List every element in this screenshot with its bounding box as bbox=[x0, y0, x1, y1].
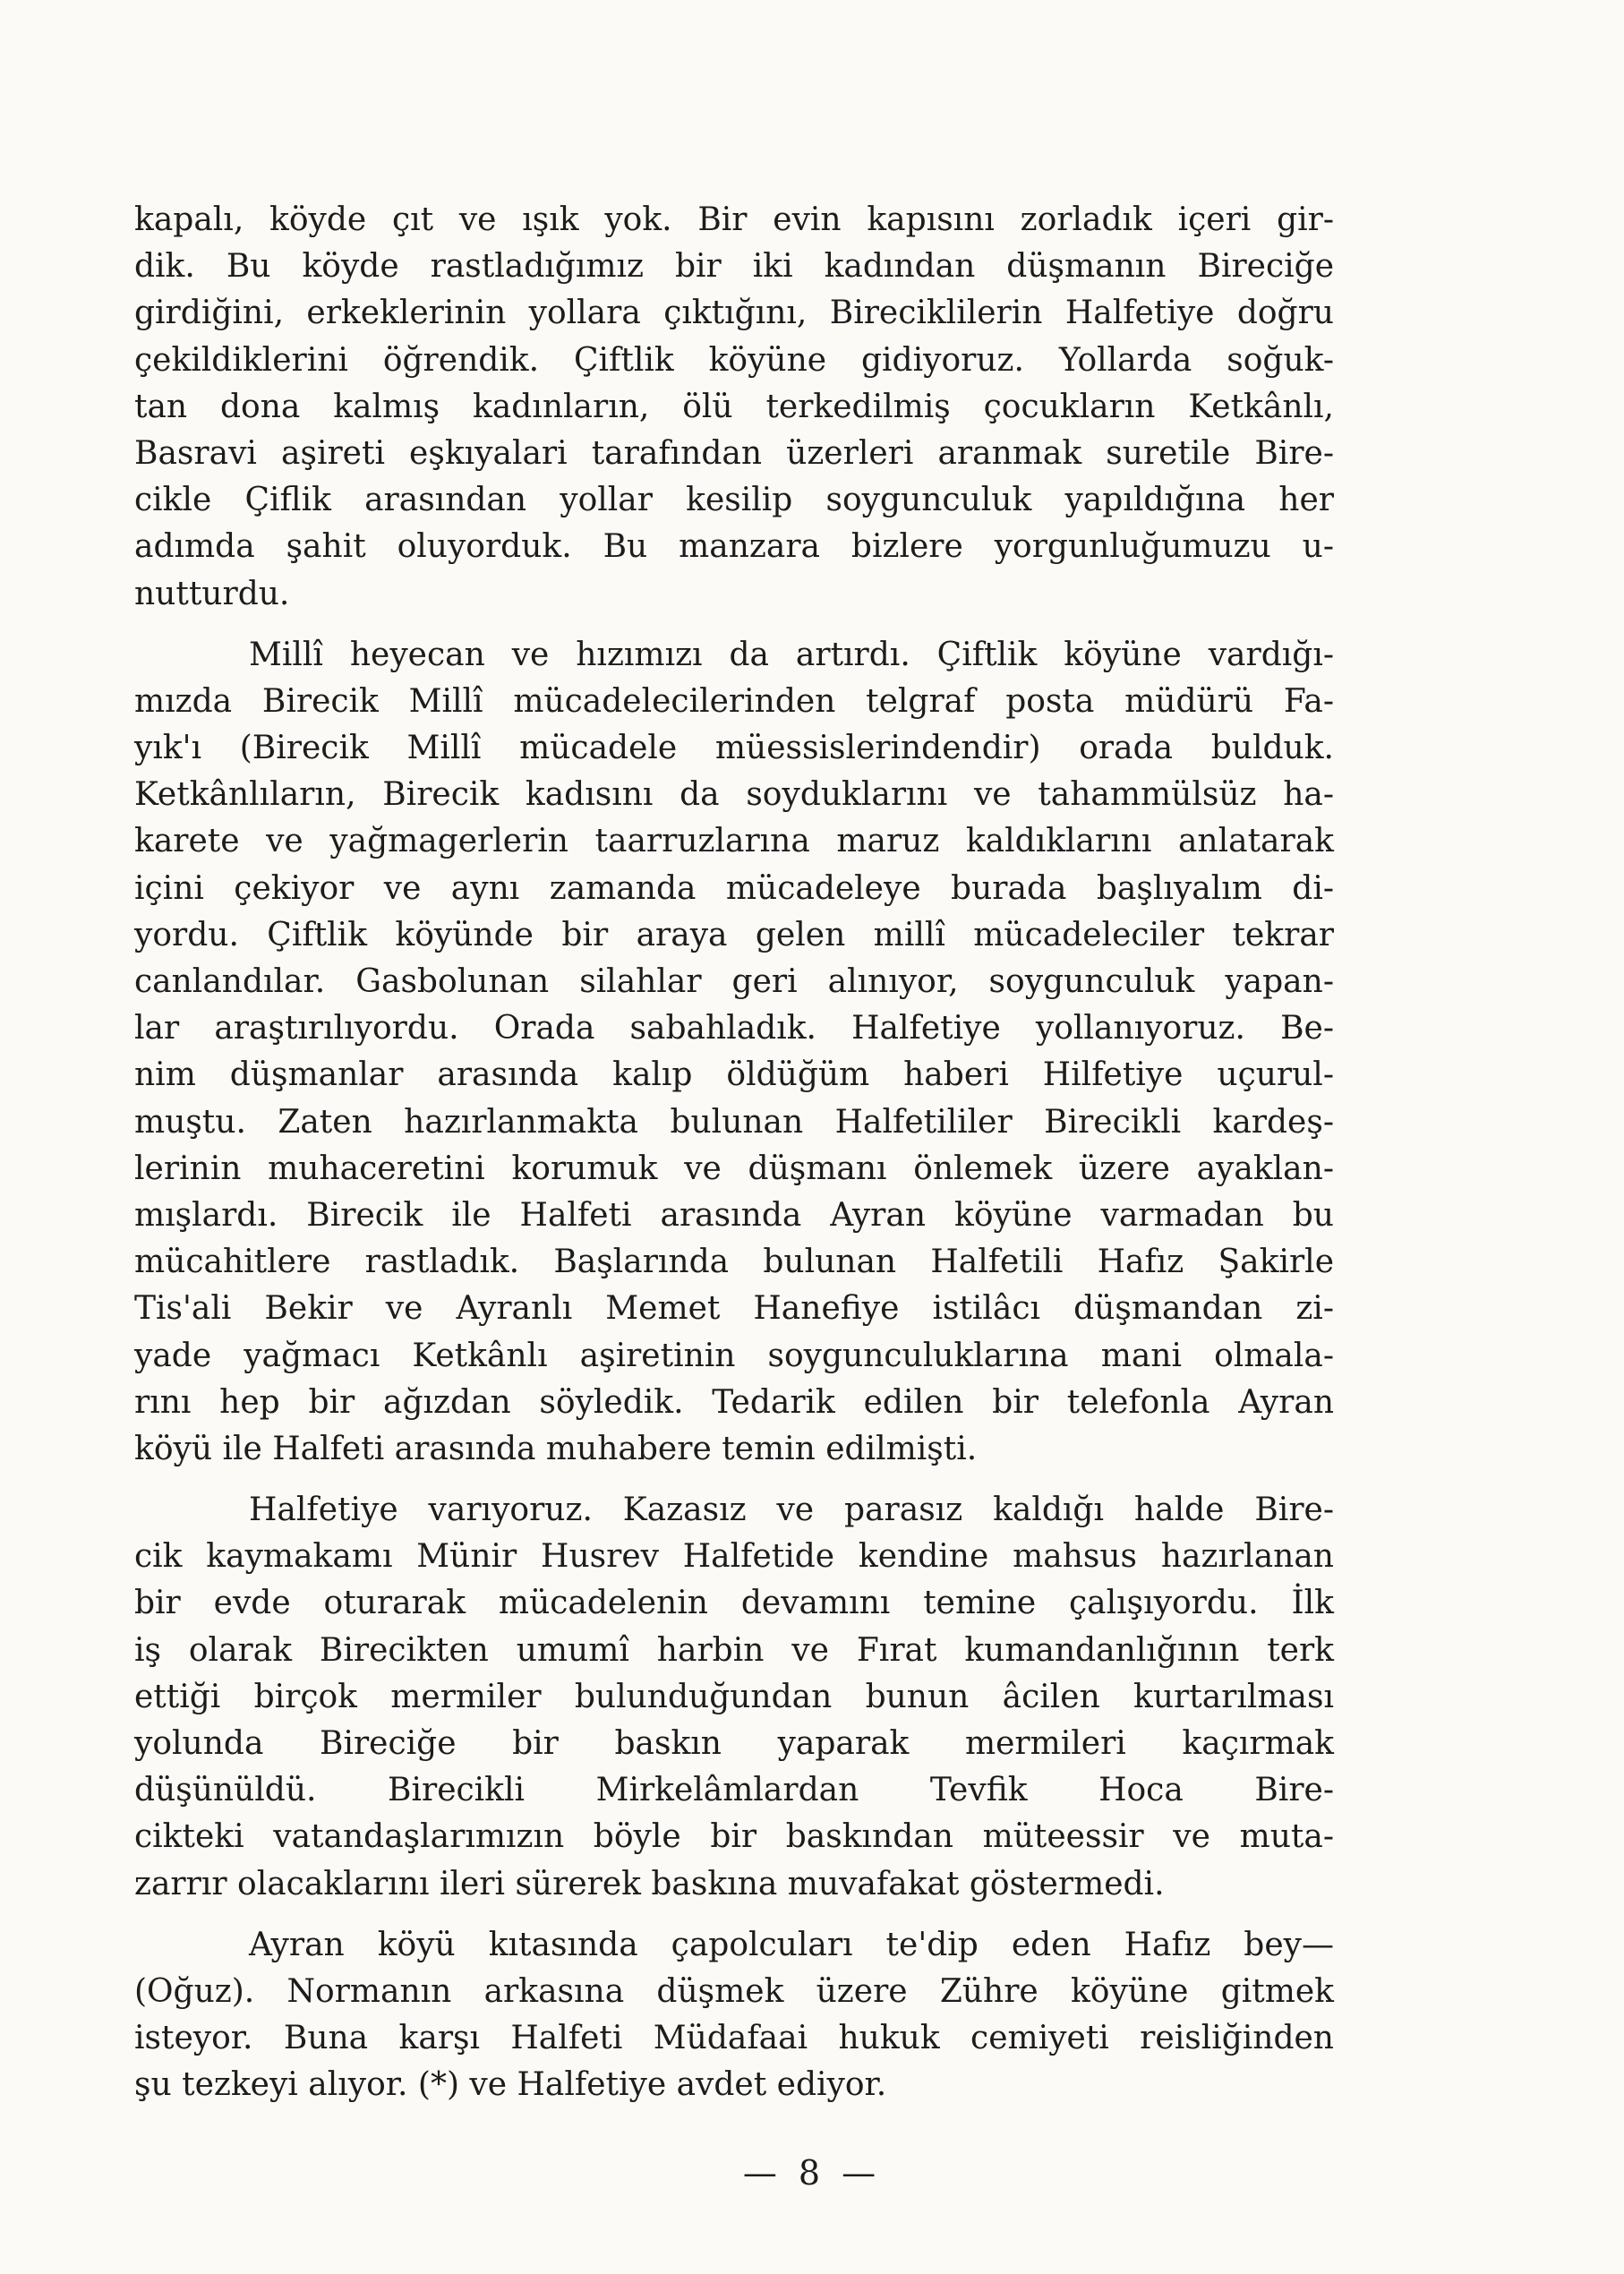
text-line: yolunda Bireciğe bir baskın yaparak mermileri kaçırmak bbox=[134, 1725, 1334, 1762]
text-line: içini çekiyor ve aynı zamanda mücadeleye burada başlıyalım di- bbox=[134, 869, 1334, 907]
page-number: — 8 — bbox=[742, 2153, 882, 2193]
text-line: mışlardı. Birecik ile Halfeti arasında Ayran köyüne varmadan bu bbox=[134, 1196, 1334, 1234]
text-line: ettiği birçok mermiler bulunduğundan bunun âcilen kurtarılması bbox=[134, 1678, 1334, 1715]
text-line: rını hep bir ağızdan söyledik. Tedarik edilen bir telefonla Ayran bbox=[134, 1383, 1334, 1421]
text-line: cikteki vatandaşlarımızın böyle bir baskından müteessir ve muta- bbox=[134, 1818, 1334, 1856]
paragraph bbox=[134, 1922, 1334, 2109]
text-line: mızda Birecik Millî mücadelecilerinden telgraf posta müdürü Fa- bbox=[134, 682, 1334, 720]
text-line: Tis'ali Bekir ve Ayranlı Memet Hanefiye istilâcı düşmandan zi- bbox=[134, 1290, 1334, 1328]
text-line: muştu. Zaten hazırlanmakta bulunan Halfetililer Birecikli kardeş- bbox=[134, 1103, 1334, 1141]
text-line: düşünüldü. Birecikli Mirkelâmlardan Tevfik Hoca Bire- bbox=[134, 1772, 1334, 1809]
paragraph bbox=[134, 197, 1334, 618]
text-line: dik. Bu köyde rastladığımız bir iki kadından düşmanın Bireciğe bbox=[134, 248, 1334, 286]
text-line: lerinin muhaceretini korumuk ve düşmanı önlemek üzere ayaklan- bbox=[134, 1150, 1334, 1187]
text-line: nutturdu. bbox=[134, 575, 290, 612]
text-line: karete ve yağmagerlerin taarruzlarına maruz kaldıklarını anlatarak bbox=[134, 823, 1334, 860]
text-line: köyü ile Halfeti arasında muhabere temin edilmişti. bbox=[134, 1430, 978, 1467]
text-line: lar araştırılıyordu. Orada sabahladık. Halfetiye yollanıyoruz. Be- bbox=[134, 1010, 1334, 1047]
text-line: Millî heyecan ve hızımızı da artırdı. Çiftlik köyüne vardığı- bbox=[249, 636, 1334, 673]
text-line: canlandılar. Gasbolunan silahlar geri alınıyor, soygunculuk yapan- bbox=[134, 963, 1334, 1000]
text-line: iş olarak Birecikten umumî harbin ve Fırat kumandanlığının terk bbox=[134, 1631, 1334, 1669]
page-body bbox=[134, 197, 1334, 2109]
text-line: Ketkânlıların, Birecik kadısını da soyduklarını ve tahammülsüz ha- bbox=[134, 776, 1334, 814]
text-line: Ayran köyü kıtasında çapolcuları te'dip eden Hafız bey— bbox=[249, 1926, 1334, 1963]
text-line: isteyor. Buna karşı Halfeti Müdafaai hukuk cemiyeti reisliğinden bbox=[134, 2020, 1334, 2057]
paragraph bbox=[134, 632, 1334, 1473]
text-line: bir evde oturarak mücadelenin devamını temine çalışıyordu. İlk bbox=[134, 1585, 1334, 1622]
text-line: Basravi aşireti eşkıyalari tarafından üzerleri aranmak suretile Bire- bbox=[134, 434, 1334, 472]
text-line: cik kaymakamı Münir Husrev Halfetide kendine mahsus hazırlanan bbox=[134, 1538, 1334, 1576]
text-line: kapalı, köyde çıt ve ışık yok. Bir evin kapısını zorladık içeri gir- bbox=[134, 201, 1334, 238]
text-line: yade yağmacı Ketkânlı aşiretinin soygunculuklarına mani olmala- bbox=[134, 1337, 1334, 1374]
text-line: Halfetiye varıyoruz. Kazasız ve parasız kaldığı halde Bire- bbox=[249, 1492, 1334, 1529]
text-line: şu tezkeyi alıyor. (*) ve Halfetiye avdet ediyor. bbox=[134, 2066, 887, 2104]
text-line: mücahitlere rastladık. Başlarında bulunan Halfetili Hafız Şakirle bbox=[134, 1244, 1334, 1281]
paragraph bbox=[134, 1487, 1334, 1908]
text-line: yordu. Çiftlik köyünde bir araya gelen millî mücadeleciler tekrar bbox=[134, 916, 1334, 953]
text-line: cikle Çiflik arasından yollar kesilip soygunculuk yapıldığına her bbox=[134, 482, 1334, 519]
text-line: adımda şahit oluyorduk. Bu manzara bizlere yorgunluğumuzu u- bbox=[134, 528, 1334, 566]
text-line: çekildiklerini öğrendik. Çiftlik köyüne gidiyoruz. Yollarda soğuk- bbox=[134, 341, 1334, 379]
text-line: zarrır olacaklarını ileri sürerek baskına muvafakat göstermedi. bbox=[134, 1865, 1165, 1902]
text-line: girdiğini, erkeklerinin yollara çıktığını, Bireciklilerin Halfetiye doğru bbox=[134, 295, 1334, 332]
text-line: tan dona kalmış kadınların, ölü terkedilmiş çocukların Ketkânlı, bbox=[134, 388, 1334, 425]
text-line: (Oğuz). Normanın arkasına düşmek üzere Zühre köyüne gitmek bbox=[134, 1972, 1334, 2010]
text-line: yık'ı (Birecik Millî mücadele müessislerindendir) orada bulduk. bbox=[134, 730, 1334, 767]
text-line: nim düşmanlar arasında kalıp öldüğüm haberi Hilfetiye uçurul- bbox=[134, 1056, 1334, 1094]
